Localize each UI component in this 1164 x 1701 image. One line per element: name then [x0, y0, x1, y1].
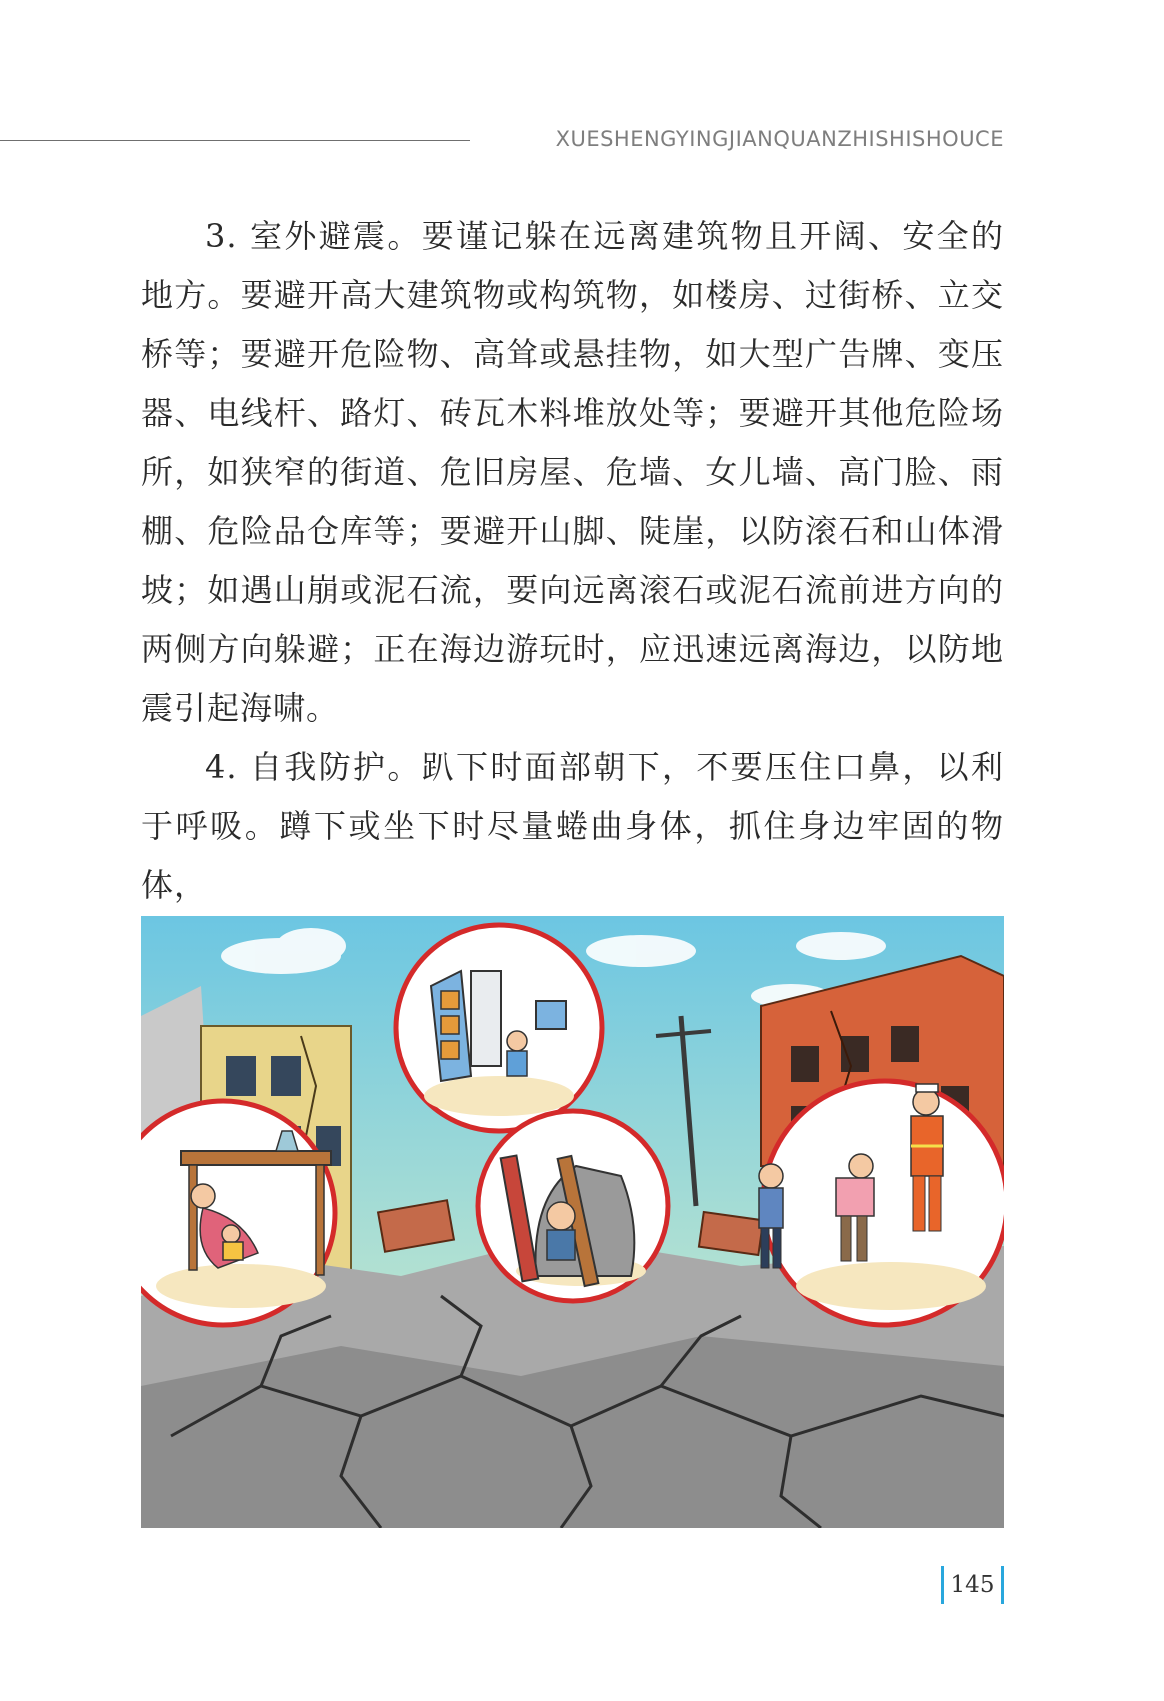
illustration-canvas	[141, 916, 1004, 1528]
scene-rescue	[759, 1081, 1004, 1325]
page-number-marker	[941, 1566, 1004, 1604]
scene-corner-shelter	[396, 925, 602, 1131]
paragraph-self-protection: 4. 自我防护。趴下时面部朝下，不要压住口鼻，以利于呼吸。蹲下或坐下时尽量蜷曲身体，抓住身边牢固的物体，	[141, 748, 1004, 904]
earthquake-illustration	[141, 916, 1004, 1528]
running-header: XUESHENGYINGJIANQUANZHISHISHOUCE	[555, 127, 1004, 151]
scene-triangle-shelter	[478, 1111, 668, 1301]
scene-under-table	[141, 1101, 335, 1325]
page-number: 145	[950, 1572, 995, 1598]
body-text	[141, 207, 1004, 915]
paragraph-outdoor-shelter: 3. 室外避震。要谨记躲在远离建筑物且开阔、安全的地方。要避开高大建筑物或构筑物，如楼房、过街桥、立交桥等；要避开危险物、高耸或悬挂物，如大型广告牌、变压器、电线杆、路灯、砖瓦木料堆放处等；要避开其他危险场所，如狭窄的街道、危旧房屋、危墙、女儿墙、高门脸、雨棚、危险品仓库等；要避开山脚、陡崖，以防滚石和山体滑坡；如遇山崩或泥石流，要向远离滚石或泥石流前进方向的两侧方向躲避；正在海边游玩时，应迅速远离海边，以防地震引起海啸。	[141, 217, 1004, 727]
header-rule	[0, 140, 470, 141]
